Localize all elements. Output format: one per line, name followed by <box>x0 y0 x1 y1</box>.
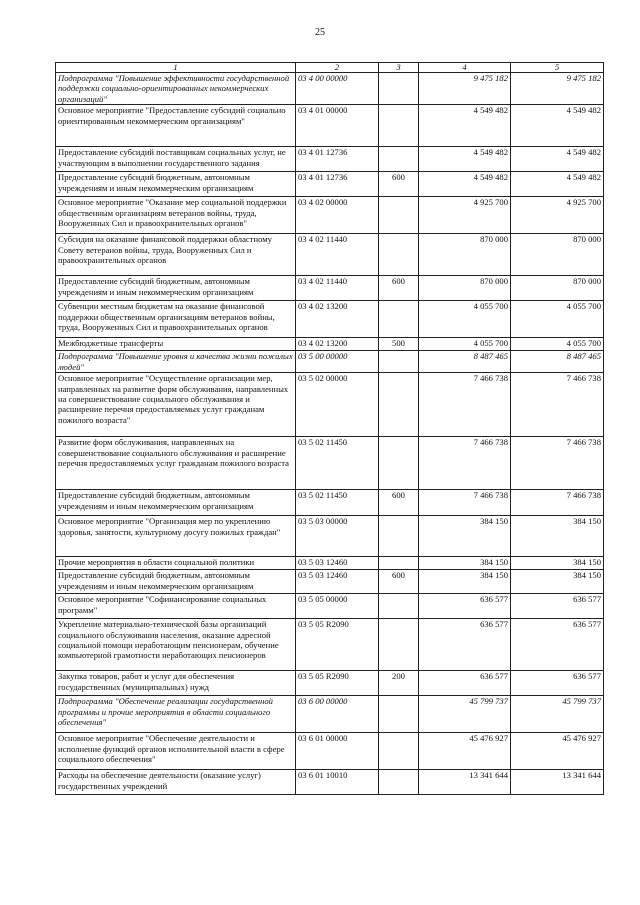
row-expense-type-cell: 200 <box>379 671 419 696</box>
row-name-cell: Расходы на обеспечение деятельности (оказание услуг) государственных учреждений <box>56 770 296 795</box>
row-expense-type-cell <box>379 619 419 671</box>
row-code-cell: 03 5 03 12460 <box>296 570 379 594</box>
table-row <box>56 147 604 172</box>
row-code-cell: 03 4 00 00000 <box>296 73 379 105</box>
table-row <box>56 733 604 770</box>
row-amount-col4-cell: 7 466 738 <box>419 437 511 490</box>
row-name-cell: Основное мероприятие "Обеспечение деятельности и исполнение функций органов исполнительной власти в сфере социального обеспечения" <box>56 733 296 770</box>
table-row <box>56 276 604 301</box>
budget-table <box>55 62 604 795</box>
row-expense-type-cell <box>379 594 419 619</box>
row-code-cell: 03 6 01 00000 <box>296 733 379 770</box>
row-expense-type-cell <box>379 301 419 338</box>
table-row <box>56 197 604 234</box>
row-amount-col5-cell: 8 487 465 <box>511 351 604 373</box>
row-expense-type-cell <box>379 234 419 276</box>
row-amount-col4-cell: 4 055 700 <box>419 338 511 351</box>
table-row <box>56 671 604 696</box>
row-amount-col5-cell: 636 577 <box>511 671 604 696</box>
row-amount-col4-cell: 4 549 482 <box>419 172 511 197</box>
row-code-cell: 03 4 02 13200 <box>296 301 379 338</box>
row-amount-col5-cell: 4 055 700 <box>511 338 604 351</box>
row-name-cell: Основное мероприятие "Осуществление организации мер, направленных на развитие форм обслуживания, направленных на совершенствование социального обслуживания и расширение перечня предоставляемых услуг гражданам пожилого возраста" <box>56 373 296 437</box>
row-amount-col4-cell: 636 577 <box>419 671 511 696</box>
row-code-cell: 03 5 00 00000 <box>296 351 379 373</box>
row-amount-col4-cell: 7 466 738 <box>419 490 511 516</box>
page-number: 25 <box>315 27 325 38</box>
row-amount-col4-cell: 4 549 482 <box>419 105 511 147</box>
table-row <box>56 73 604 105</box>
row-amount-col4-cell: 384 150 <box>419 557 511 570</box>
row-code-cell: 03 5 05 00000 <box>296 594 379 619</box>
row-expense-type-cell <box>379 147 419 172</box>
row-expense-type-cell: 600 <box>379 172 419 197</box>
row-expense-type-cell <box>379 770 419 795</box>
row-amount-col4-cell: 636 577 <box>419 594 511 619</box>
row-code-cell: 03 5 03 00000 <box>296 516 379 557</box>
row-amount-col5-cell: 870 000 <box>511 276 604 301</box>
row-amount-col5-cell: 13 341 644 <box>511 770 604 795</box>
row-code-cell: 03 4 02 11440 <box>296 276 379 301</box>
table-row <box>56 172 604 197</box>
row-name-cell: Предоставление субсидий бюджетным, автономным учреждениям и иным некоммерческим организациям <box>56 172 296 197</box>
row-expense-type-cell: 500 <box>379 338 419 351</box>
row-amount-col5-cell: 870 000 <box>511 234 604 276</box>
row-expense-type-cell <box>379 557 419 570</box>
row-amount-col4-cell: 636 577 <box>419 619 511 671</box>
row-name-cell: Подпрограмма "Повышение эффективности государственной поддержки социально-ориентированных некоммерческих организаций" <box>56 73 296 105</box>
table-row <box>56 619 604 671</box>
column-header-2: 2 <box>296 63 379 73</box>
row-amount-col4-cell: 13 341 644 <box>419 770 511 795</box>
row-amount-col4-cell: 384 150 <box>419 516 511 557</box>
row-amount-col5-cell: 4 549 482 <box>511 172 604 197</box>
row-name-cell: Субвенции местным бюджетам на оказание финансовой поддержки общественным организациям ветеранов войны, труда, Вооруженных Сил и правоохранительных органов <box>56 301 296 338</box>
row-amount-col5-cell: 7 466 738 <box>511 373 604 437</box>
row-name-cell: Основное мероприятие "Софинансирование социальных программ" <box>56 594 296 619</box>
column-header-5: 5 <box>511 63 604 73</box>
row-expense-type-cell <box>379 105 419 147</box>
row-code-cell: 03 6 00 00000 <box>296 696 379 733</box>
row-amount-col4-cell: 870 000 <box>419 234 511 276</box>
row-name-cell: Прочие мероприятия в области социальной политики <box>56 557 296 570</box>
row-expense-type-cell <box>379 437 419 490</box>
row-expense-type-cell <box>379 733 419 770</box>
row-expense-type-cell: 600 <box>379 276 419 301</box>
row-amount-col4-cell: 45 799 737 <box>419 696 511 733</box>
row-name-cell: Подпрограмма "Повышение уровня и качества жизни пожилых людей" <box>56 351 296 373</box>
table-row <box>56 490 604 516</box>
row-code-cell: 03 6 01 10010 <box>296 770 379 795</box>
row-amount-col4-cell: 4 925 700 <box>419 197 511 234</box>
row-amount-col5-cell: 384 150 <box>511 557 604 570</box>
row-name-cell: Основное мероприятие "Оказание мер социальной поддержки общественным организациям ветеранов войны, труда, Вооруженных Сил и правоохранительных органов" <box>56 197 296 234</box>
row-code-cell: 03 5 02 11450 <box>296 437 379 490</box>
row-expense-type-cell <box>379 516 419 557</box>
row-amount-col5-cell: 9 475 182 <box>511 73 604 105</box>
table-body <box>56 73 604 795</box>
row-amount-col5-cell: 384 150 <box>511 570 604 594</box>
row-amount-col5-cell: 384 150 <box>511 516 604 557</box>
row-amount-col4-cell: 9 475 182 <box>419 73 511 105</box>
row-name-cell: Подпрограмма "Обеспечение реализации государственной программы и прочие мероприятия в области социального обеспечения" <box>56 696 296 733</box>
row-expense-type-cell <box>379 373 419 437</box>
table-row <box>56 557 604 570</box>
row-expense-type-cell <box>379 696 419 733</box>
table-row <box>56 351 604 373</box>
row-name-cell: Развитие форм обслуживания, направленных на совершенствование социального обслуживания и расширение перечня предоставляемых услуг гражданам пожилого возраста <box>56 437 296 490</box>
row-expense-type-cell: 600 <box>379 570 419 594</box>
table-row <box>56 373 604 437</box>
row-name-cell: Закупка товаров, работ и услуг для обеспечения государственных (муниципальных) нужд <box>56 671 296 696</box>
row-amount-col5-cell: 636 577 <box>511 619 604 671</box>
row-code-cell: 03 5 05 R2090 <box>296 619 379 671</box>
row-code-cell: 03 4 02 13200 <box>296 338 379 351</box>
table-row <box>56 594 604 619</box>
row-name-cell: Укрепление материально-технической базы организаций социального обслуживания населения, оказание адресной социальной помощи неработающим пенсионерам, обучение компьютерной грамотности неработающих пенсионеров <box>56 619 296 671</box>
row-amount-col5-cell: 7 466 738 <box>511 437 604 490</box>
row-code-cell: 03 5 05 R2090 <box>296 671 379 696</box>
row-amount-col5-cell: 4 549 482 <box>511 105 604 147</box>
row-expense-type-cell <box>379 197 419 234</box>
row-name-cell: Основное мероприятие "Предоставление субсидий социально ориентированным некоммерческим организациям" <box>56 105 296 147</box>
row-amount-col5-cell: 45 476 927 <box>511 733 604 770</box>
row-code-cell: 03 4 01 00000 <box>296 105 379 147</box>
table-row <box>56 516 604 557</box>
row-code-cell: 03 5 03 12460 <box>296 557 379 570</box>
row-amount-col5-cell: 45 799 737 <box>511 696 604 733</box>
row-expense-type-cell <box>379 351 419 373</box>
row-code-cell: 03 5 02 11450 <box>296 490 379 516</box>
row-amount-col4-cell: 45 476 927 <box>419 733 511 770</box>
row-amount-col4-cell: 4 549 482 <box>419 147 511 172</box>
row-amount-col4-cell: 7 466 738 <box>419 373 511 437</box>
row-name-cell: Основное мероприятие "Организация мер по укреплению здоровья, занятости, культурному досугу пожилых граждан" <box>56 516 296 557</box>
row-name-cell: Субсидия на оказание финансовой поддержки областному Совету ветеранов войны, труда, Вооруженных Сил и правоохранительных органов <box>56 234 296 276</box>
table-row <box>56 234 604 276</box>
row-amount-col5-cell: 4 055 700 <box>511 301 604 338</box>
row-name-cell: Предоставление субсидий бюджетным, автономным учреждениям и иным некоммерческим организациям <box>56 490 296 516</box>
table-row <box>56 338 604 351</box>
column-header-4: 4 <box>419 63 511 73</box>
row-amount-col4-cell: 8 487 465 <box>419 351 511 373</box>
table-row <box>56 570 604 594</box>
table-row <box>56 301 604 338</box>
row-name-cell: Предоставление субсидий бюджетным, автономным учреждениям и иным некоммерческим организациям <box>56 276 296 301</box>
row-amount-col5-cell: 636 577 <box>511 594 604 619</box>
row-name-cell: Предоставление субсидий бюджетным, автономным учреждениям и иным некоммерческим организациям <box>56 570 296 594</box>
row-code-cell: 03 4 01 12736 <box>296 172 379 197</box>
row-code-cell: 03 4 01 12736 <box>296 147 379 172</box>
row-code-cell: 03 4 02 11440 <box>296 234 379 276</box>
table-header <box>56 63 604 73</box>
table-row <box>56 696 604 733</box>
row-amount-col4-cell: 384 150 <box>419 570 511 594</box>
row-code-cell: 03 4 02 00000 <box>296 197 379 234</box>
row-code-cell: 03 5 02 00000 <box>296 373 379 437</box>
row-expense-type-cell <box>379 73 419 105</box>
row-amount-col5-cell: 4 925 700 <box>511 197 604 234</box>
row-name-cell: Предоставление субсидий поставщикам социальных услуг, не участвующим в выполнении государственного задания <box>56 147 296 172</box>
row-amount-col5-cell: 7 466 738 <box>511 490 604 516</box>
row-expense-type-cell: 600 <box>379 490 419 516</box>
table-row <box>56 105 604 147</box>
column-header-1: 1 <box>56 63 296 73</box>
row-name-cell: Межбюджетные трансферты <box>56 338 296 351</box>
row-amount-col4-cell: 870 000 <box>419 276 511 301</box>
row-amount-col4-cell: 4 055 700 <box>419 301 511 338</box>
column-header-3: 3 <box>379 63 419 73</box>
table-row <box>56 770 604 795</box>
row-amount-col5-cell: 4 549 482 <box>511 147 604 172</box>
table-row <box>56 437 604 490</box>
